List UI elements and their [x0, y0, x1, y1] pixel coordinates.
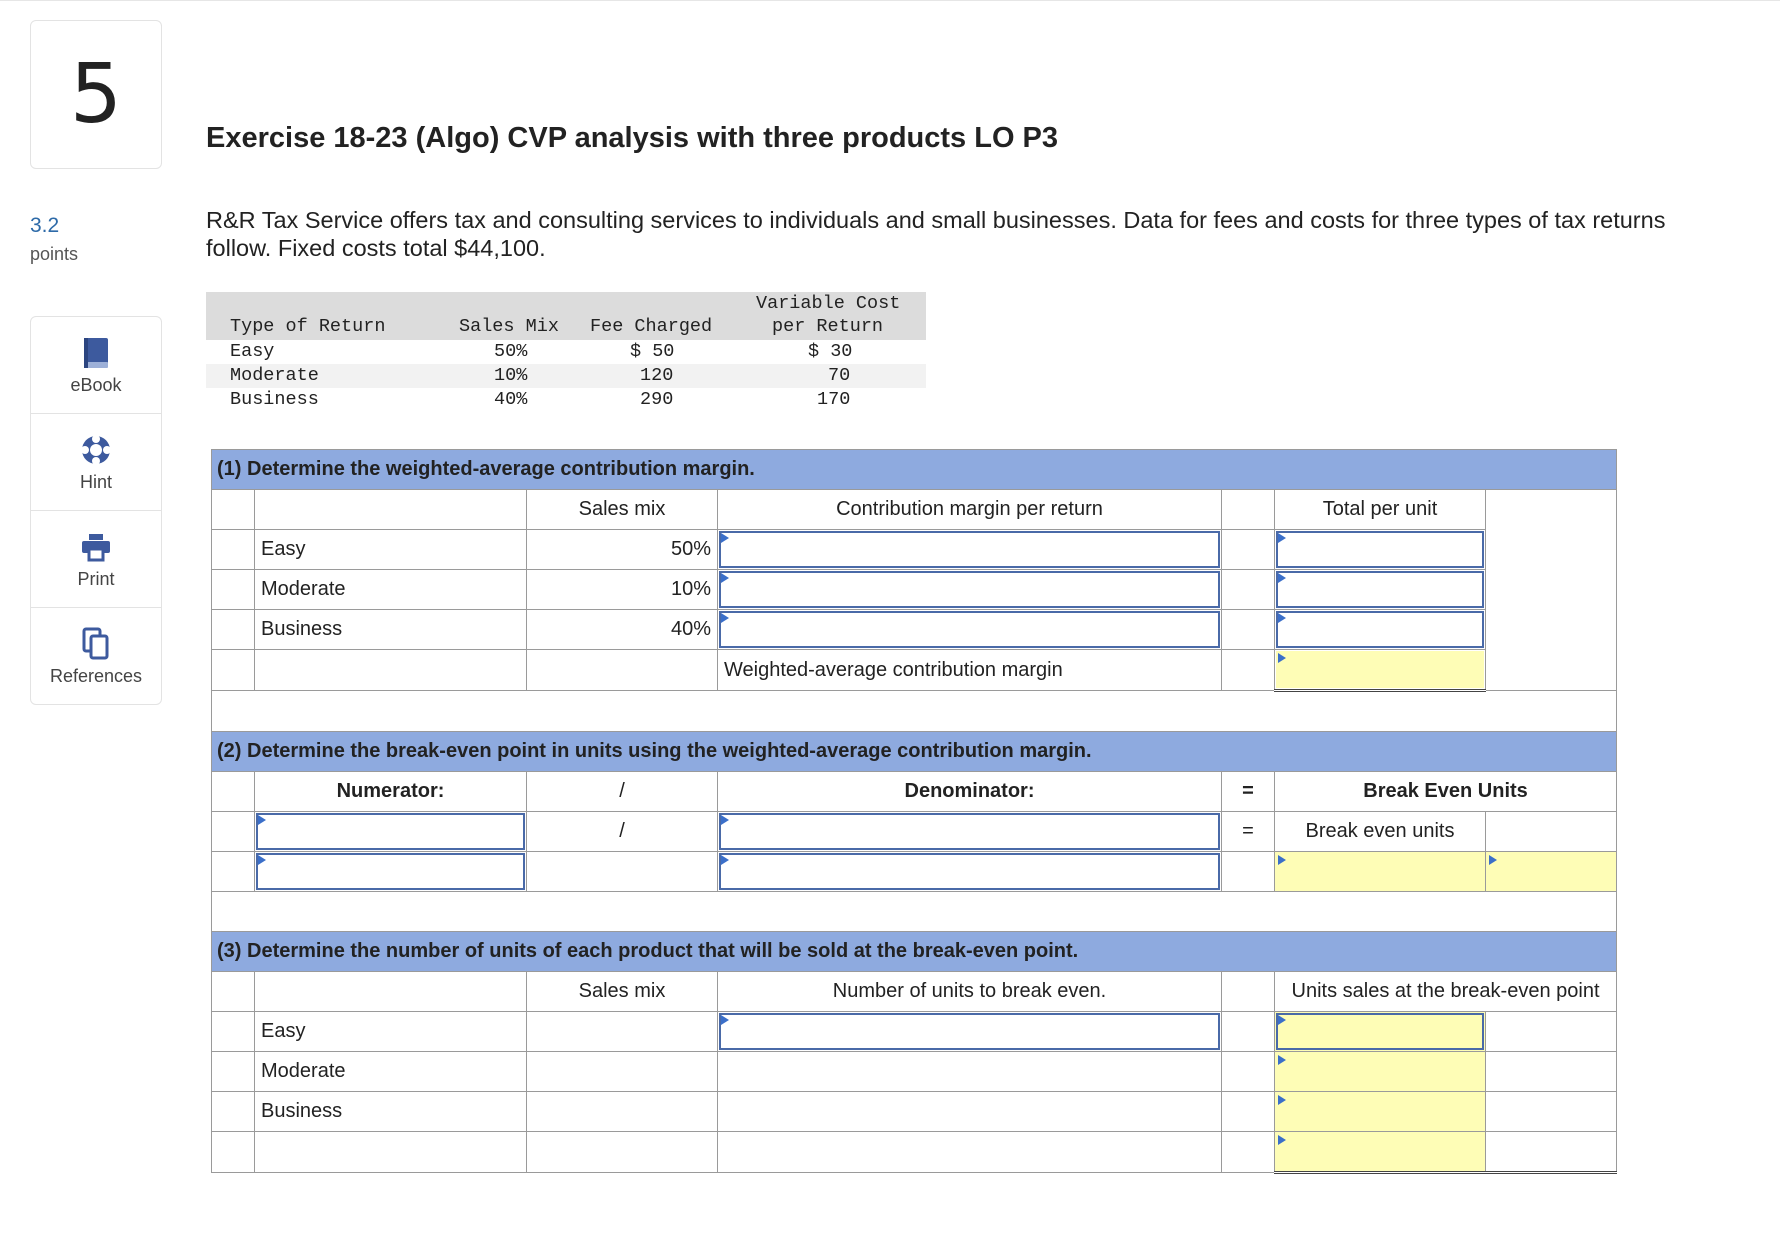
product-name: Easy [255, 530, 527, 570]
product-name: Business [255, 1092, 527, 1132]
col-contribution-margin: Contribution margin per return [718, 490, 1222, 530]
cm-per-return-input-moderate[interactable] [721, 573, 1218, 606]
units-sales-input-moderate[interactable] [1278, 1055, 1482, 1088]
references-label: References [49, 665, 143, 686]
numerator-header: Numerator: [255, 772, 527, 812]
part2-header-row [212, 772, 1617, 812]
product-name: Easy [255, 1012, 527, 1052]
exercise-title: Exercise 18-23 (Algo) CVP analysis with three products LO P3 [206, 122, 1059, 154]
break-even-units-label: Break even units [1275, 812, 1486, 852]
col-units-sales-break-even: Units sales at the break-even point [1275, 972, 1617, 1012]
given-row [206, 388, 926, 412]
product-name: Moderate [255, 570, 527, 610]
book-icon [81, 335, 111, 371]
units-sales-input-total[interactable] [1278, 1135, 1482, 1168]
total-per-unit-input-moderate[interactable] [1278, 573, 1482, 606]
given-fee: 290 [640, 389, 674, 410]
given-var: 70 [828, 365, 851, 386]
wacm-label: Weighted-average contribution margin [718, 650, 1222, 691]
part1-heading-row [212, 450, 1617, 490]
hint-button[interactable] [31, 414, 161, 511]
given-var: 170 [817, 389, 851, 410]
print-label: Print [77, 568, 115, 589]
denominator-input-2[interactable] [721, 855, 1218, 888]
col-sales-mix: Sales mix [527, 490, 718, 530]
numerator-input-1[interactable] [258, 815, 523, 848]
points-label: points [30, 244, 79, 264]
part2-heading-row [212, 732, 1617, 772]
divide-sign: / [527, 772, 718, 812]
divide-sign: / [527, 812, 718, 852]
references-button[interactable] [31, 608, 161, 704]
table-row [212, 1012, 1617, 1052]
given-var: $ 30 [808, 341, 853, 362]
header-variable-line1: Variable Cost [756, 293, 901, 314]
col-total-per-unit: Total per unit [1275, 490, 1486, 530]
ebook-button[interactable] [31, 317, 161, 414]
table-row [212, 650, 1617, 691]
sales-mix-value: 10% [527, 570, 718, 610]
denominator-input-1[interactable] [721, 815, 1218, 848]
question-number: 5 [30, 20, 162, 169]
part3-header-row [212, 972, 1617, 1012]
units-sales-input-business[interactable] [1278, 1095, 1482, 1128]
given-header-row [206, 292, 926, 340]
given-mix: 40% [494, 389, 528, 410]
cm-per-return-input-easy[interactable] [721, 533, 1218, 566]
sales-mix-value: 40% [527, 610, 718, 650]
points-value: 3.2 [30, 214, 60, 237]
documents-icon [81, 626, 111, 662]
table-row [212, 610, 1617, 650]
table-row [212, 1132, 1617, 1173]
total-per-unit-input-business[interactable] [1278, 613, 1482, 646]
col-units-to-break-even: Number of units to break even. [718, 972, 1222, 1012]
equals-sign: = [1222, 812, 1275, 852]
lifebuoy-icon [79, 432, 113, 468]
header-sales-mix: Sales Mix [459, 316, 559, 337]
product-name: Business [255, 610, 527, 650]
units-to-break-even-input[interactable] [721, 1015, 1218, 1048]
part2-heading: (2) Determine the break-even point in units using the weighted-average contribution margin. [212, 732, 1617, 772]
units-sales-input-easy[interactable] [1278, 1015, 1482, 1048]
spacer-row [212, 691, 1617, 732]
problem-text: R&R Tax Service offers tax and consulting services to individuals and small businesses. Data for fees and costs for three types of tax returns follow. Fixed costs total $44,100. [206, 207, 1666, 261]
given-row [206, 364, 926, 388]
top-border [0, 0, 1780, 5]
cm-per-return-input-business[interactable] [721, 613, 1218, 646]
given-mix: 10% [494, 365, 528, 386]
given-fee: 120 [640, 365, 674, 386]
header-fee: Fee Charged [590, 316, 713, 337]
header-type: Type of Return [230, 316, 386, 337]
answer-worksheet [211, 449, 1617, 1174]
total-per-unit-input-easy[interactable] [1278, 533, 1482, 566]
col-sales-mix: Sales mix [527, 972, 718, 1012]
table-row [212, 812, 1617, 852]
table-row [212, 1052, 1617, 1092]
table-row [212, 1092, 1617, 1132]
sales-mix-value: 50% [527, 530, 718, 570]
given-data-table [206, 292, 926, 412]
given-mix: 50% [494, 341, 528, 362]
print-button[interactable] [31, 511, 161, 608]
table-row [212, 530, 1617, 570]
header-variable-line2: per Return [772, 316, 884, 337]
part3-heading: (3) Determine the number of units of each product that will be sold at the break-even point. [212, 932, 1617, 972]
break-even-label-input[interactable] [1278, 855, 1482, 888]
table-row [212, 852, 1617, 892]
given-type: Moderate [230, 365, 319, 386]
part3-heading-row [212, 932, 1617, 972]
tools-panel [30, 316, 162, 705]
part1-heading: (1) Determine the weighted-average contribution margin. [212, 450, 1617, 490]
part1-header-row [212, 490, 1617, 530]
product-name: Moderate [255, 1052, 527, 1092]
spacer-row [212, 892, 1617, 932]
table-row [212, 570, 1617, 610]
given-type: Business [230, 389, 319, 410]
printer-icon [80, 529, 112, 565]
hint-label: Hint [79, 471, 112, 492]
break-even-units-input[interactable] [1489, 855, 1613, 888]
break-even-units-header: Break Even Units [1275, 772, 1617, 812]
numerator-input-2[interactable] [258, 855, 523, 888]
ebook-label: eBook [70, 374, 122, 395]
given-row [206, 340, 926, 364]
given-fee: $ 50 [630, 341, 675, 362]
wacm-total-input[interactable] [1278, 653, 1482, 686]
given-type: Easy [230, 341, 275, 362]
denominator-header: Denominator: [718, 772, 1222, 812]
equals-sign: = [1222, 772, 1275, 812]
